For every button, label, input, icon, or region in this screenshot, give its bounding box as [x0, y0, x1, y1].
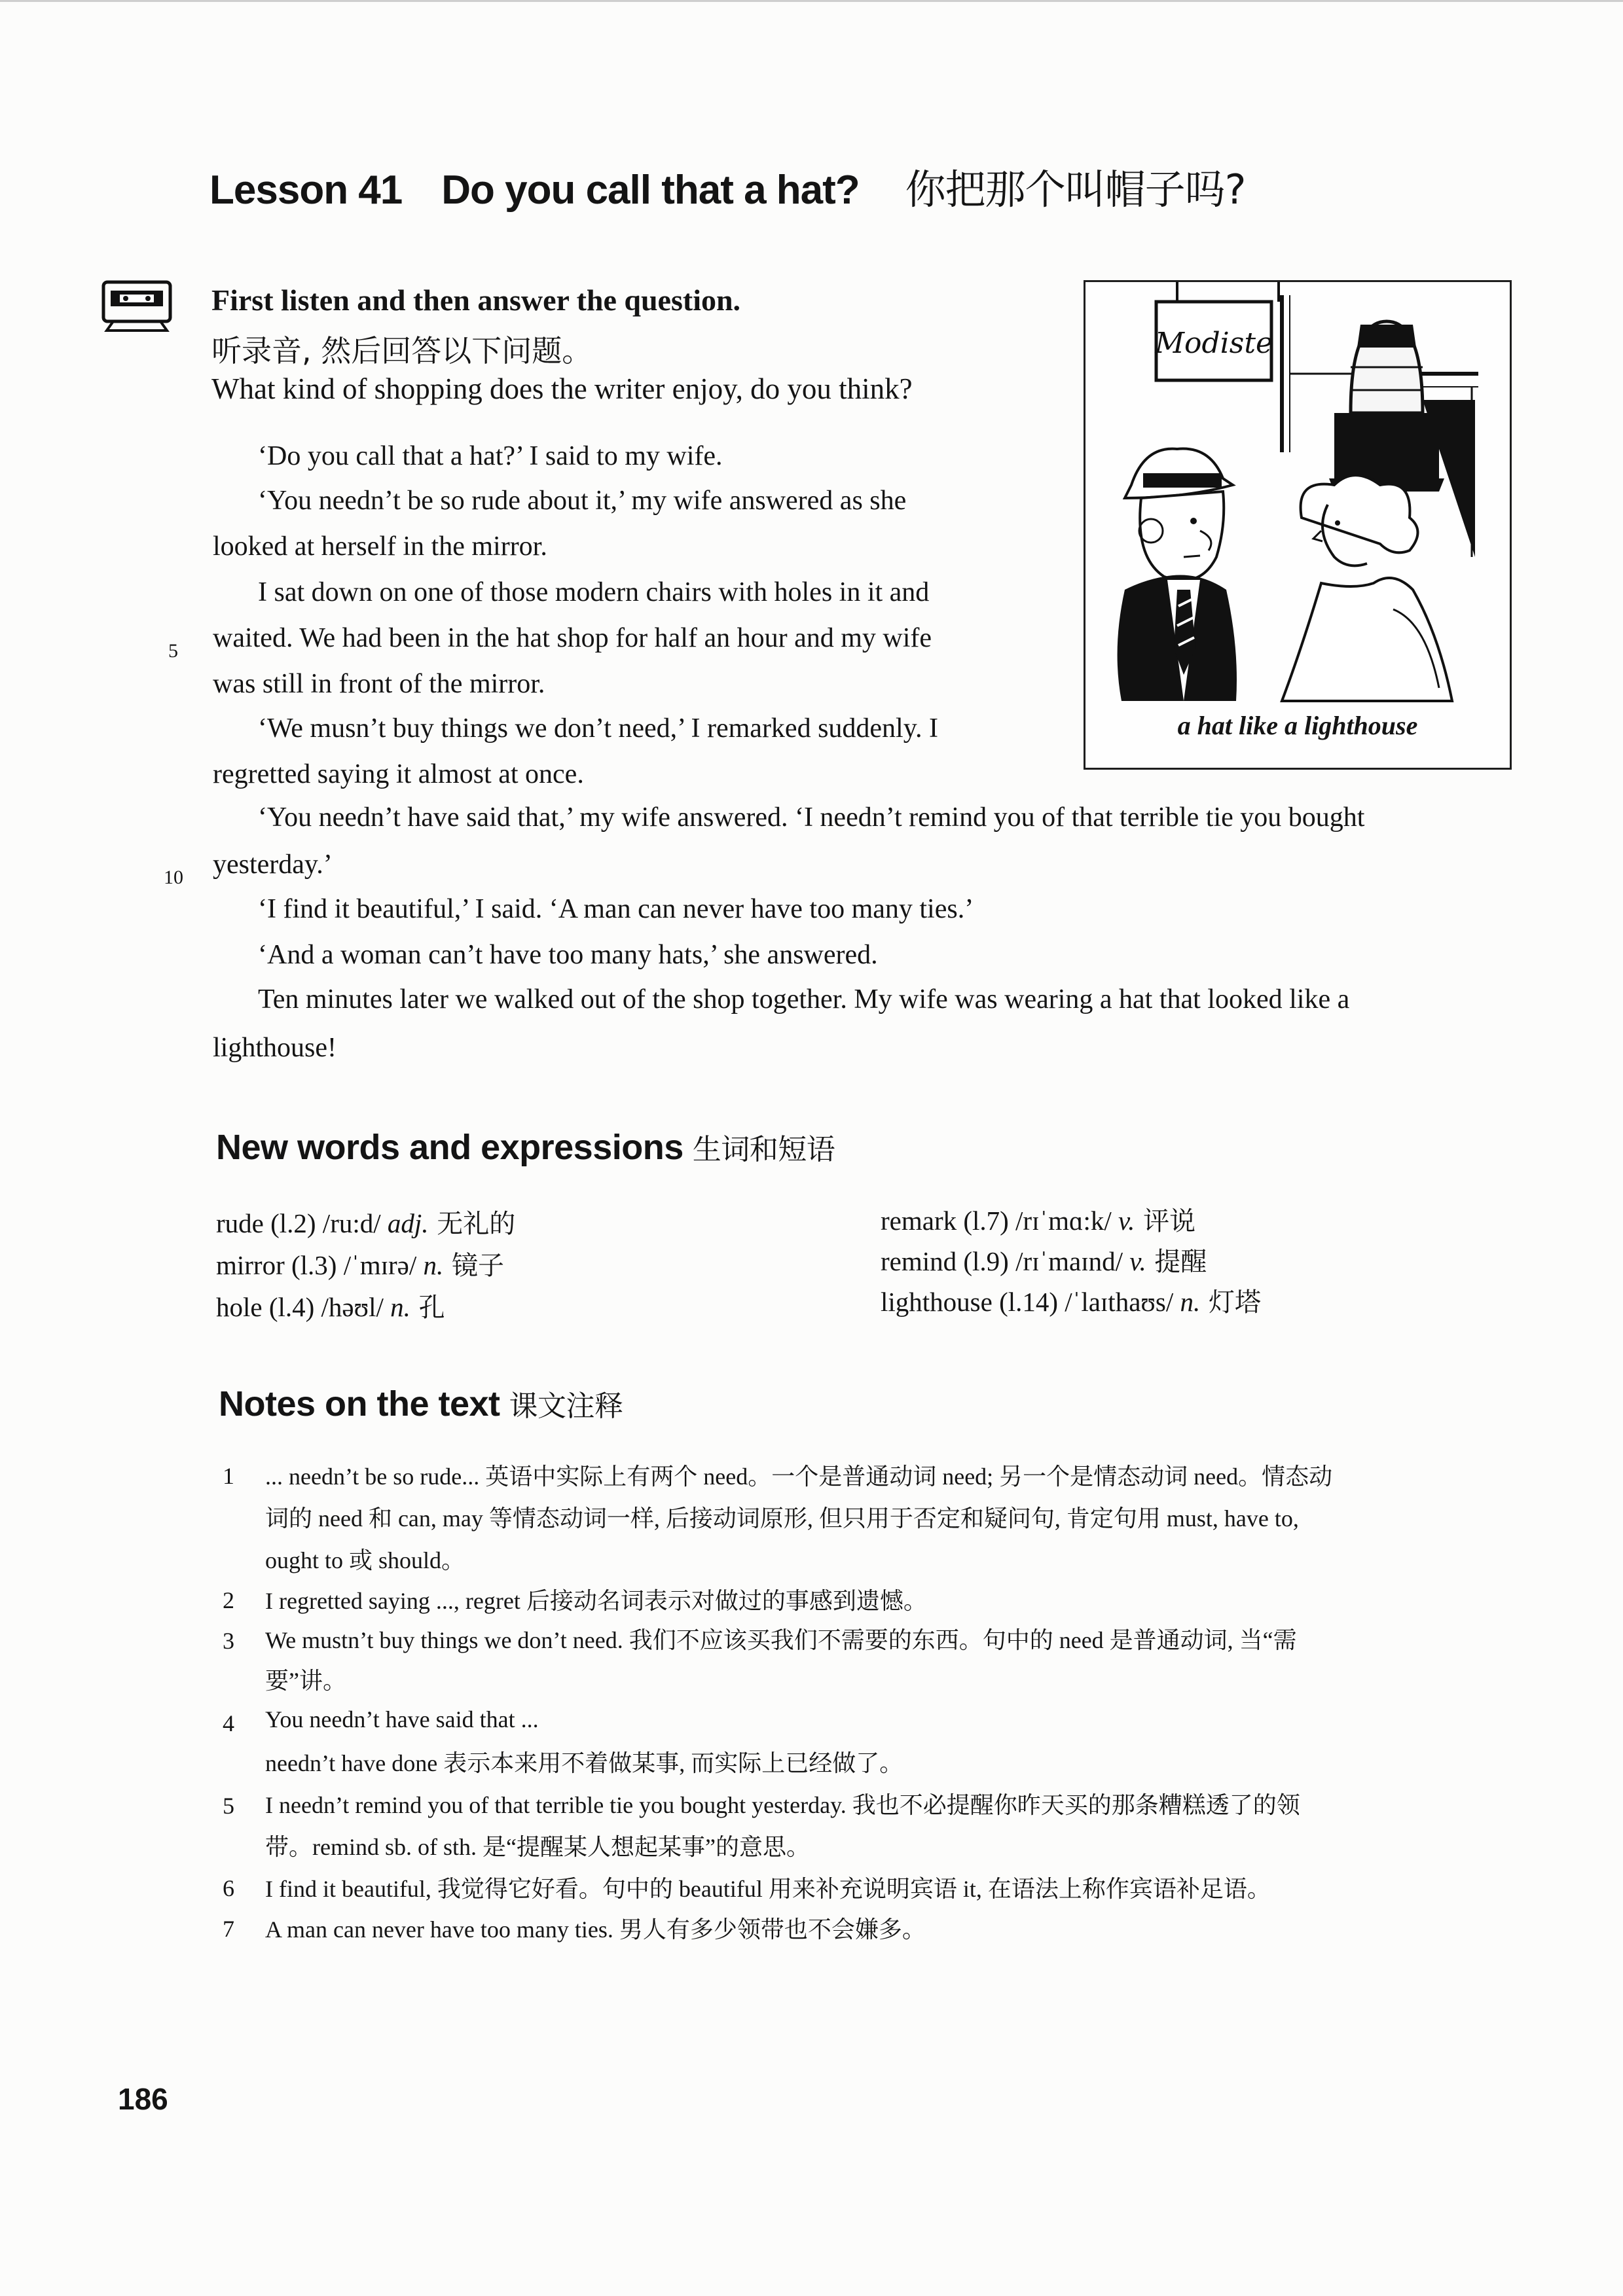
lesson-title-zh: 你把那个叫帽子吗? — [905, 166, 1246, 213]
text-line: ‘Do you call that a hat?’ I said to my wife. — [258, 441, 723, 471]
text-line: regretted saying it almost at once. — [213, 759, 584, 789]
hat-cartoon-illustration — [1085, 282, 1510, 768]
note-line: 要”讲。 — [265, 1668, 346, 1694]
text-line: I sat down on one of those modern chairs with holes in it and — [258, 577, 930, 607]
lesson-number: Lesson 41 — [210, 168, 403, 213]
vocab-pos: v. — [1129, 1246, 1146, 1276]
vocab-word: remind (l.9) /rɪˈmaɪnd/ — [881, 1246, 1130, 1276]
line-number: 10 — [164, 867, 183, 888]
note-line: needn’t have done 表示本来用不着做某事, 而实际上已经做了。 — [265, 1750, 903, 1776]
vocab-heading-en: New words and expressions — [216, 1128, 684, 1167]
text-line: yesterday.’ — [213, 850, 333, 880]
note-line: I regretted saying ..., regret 后接动名词表示对做过的事感到遗憾。 — [265, 1588, 927, 1614]
note-number: 4 — [223, 1710, 234, 1736]
vocab-entry — [881, 1282, 1261, 1319]
note-line: We mustn’t buy things we don’t need. 我们不应该买我们不需要的东西。句中的 need 是普通动词, 当“需 — [265, 1627, 1297, 1653]
notes-heading-en: Notes on the text — [219, 1384, 500, 1424]
note-number: 3 — [223, 1628, 234, 1654]
vocab-word: remark (l.7) /rɪˈmɑ:k/ — [881, 1206, 1118, 1236]
text-line: looked at herself in the mirror. — [213, 531, 547, 562]
vocab-pos: adj. — [387, 1208, 429, 1238]
instruction-zh: 听录音, 然后回答以下问题。 — [211, 333, 593, 368]
vocab-pos: v. — [1118, 1206, 1135, 1236]
vocab-pos: n. — [1180, 1287, 1201, 1317]
notes-heading-zh: 课文注释 — [509, 1390, 623, 1423]
vocab-word: mirror (l.3) /ˈmɪrə/ — [216, 1250, 424, 1280]
vocab-pos: n. — [390, 1292, 410, 1322]
illustration-frame — [1084, 280, 1512, 770]
vocab-word: lighthouse (l.14) /ˈlaɪthaʊs/ — [881, 1287, 1180, 1317]
vocab-heading — [216, 1126, 835, 1168]
vocab-word: rude (l.2) /ru:d/ — [216, 1208, 388, 1238]
pre-question: What kind of shopping does the writer enjoy, do you think? — [211, 372, 913, 405]
text-line: ‘And a woman can’t have too many hats,’ she answered. — [258, 940, 878, 970]
scan-edge-line — [0, 0, 1623, 2]
text-line: waited. We had been in the hat shop for half an hour and my wife — [213, 623, 932, 653]
lesson-title — [210, 157, 1246, 215]
note-line: I needn’t remind you of that terrible tie you bought yesterday. 我也不必提醒你昨天买的那条糟糕透了的领 — [265, 1792, 1300, 1818]
cassette-tape-icon — [101, 280, 172, 332]
note-number: 6 — [223, 1875, 234, 1901]
note-number: 2 — [223, 1587, 234, 1613]
note-number: 7 — [223, 1916, 234, 1942]
note-number: 1 — [223, 1463, 234, 1489]
vocab-meaning: 镜子 — [443, 1251, 504, 1281]
vocab-meaning: 评说 — [1135, 1206, 1196, 1236]
text-line: Ten minutes later we walked out of the shop together. My wife was wearing a hat that looked like a — [258, 984, 1350, 1014]
vocab-entry — [881, 1241, 1207, 1278]
text-line: ‘We musn’t buy things we don’t need,’ I remarked suddenly. I — [258, 713, 938, 744]
illustration-caption: a hat like a lighthouse — [1177, 711, 1418, 740]
note-line: 带。remind sb. of sth. 是“提醒某人想起某事”的意思。 — [265, 1834, 810, 1860]
vocab-meaning: 无礼的 — [428, 1209, 516, 1239]
line-number: 5 — [168, 640, 178, 662]
page-number: 186 — [118, 2082, 168, 2116]
note-line: ought to 或 should。 — [265, 1547, 465, 1573]
text-line: ‘You needn’t have said that,’ my wife answered. ‘I needn’t remind you of that terrible tie you bought — [258, 802, 1365, 833]
note-number: 5 — [223, 1793, 234, 1819]
vocab-pos: n. — [423, 1250, 444, 1280]
text-line: ‘You needn’t be so rude about it,’ my wife answered as she — [258, 486, 907, 516]
vocab-entry — [216, 1245, 504, 1282]
vocab-meaning: 灯塔 — [1200, 1287, 1261, 1318]
note-line: A man can never have too many ties. 男人有多少领带也不会嫌多。 — [265, 1916, 926, 1943]
text-line: lighthouse! — [213, 1033, 337, 1063]
shop-sign-text: Modiste — [1154, 327, 1273, 360]
note-line: 词的 need 和 can, may 等情态动词一样, 后接动词原形, 但只用于否定和疑问句, 肯定句用 must, have to, — [265, 1505, 1299, 1532]
vocab-entry — [216, 1203, 515, 1240]
lesson-title-en: Do you call that a hat? — [441, 168, 860, 213]
text-line: was still in front of the mirror. — [213, 669, 545, 699]
vocab-word: hole (l.4) /həʊl/ — [216, 1292, 391, 1322]
instruction-en: First listen and then answer the question. — [211, 283, 741, 317]
vocab-meaning: 孔 — [410, 1293, 445, 1323]
vocab-entry — [881, 1200, 1195, 1238]
note-line: ... needn’t be so rude... 英语中实际上有两个 need。一个是普通动词 need; 另一个是情态动词 need。情态动 — [265, 1463, 1333, 1490]
note-line: You needn’t have said that ... — [265, 1706, 539, 1732]
note-line: I find it beautiful, 我觉得它好看。句中的 beautiful 用来补充说明宾语 it, 在语法上称作宾语补足语。 — [265, 1876, 1271, 1902]
text-line: ‘I find it beautiful,’ I said. ‘A man can never have too many ties.’ — [258, 894, 974, 924]
vocab-meaning: 提醒 — [1146, 1247, 1207, 1277]
vocab-heading-zh: 生词和短语 — [692, 1133, 835, 1166]
vocab-entry — [216, 1287, 445, 1324]
notes-heading — [219, 1382, 623, 1424]
